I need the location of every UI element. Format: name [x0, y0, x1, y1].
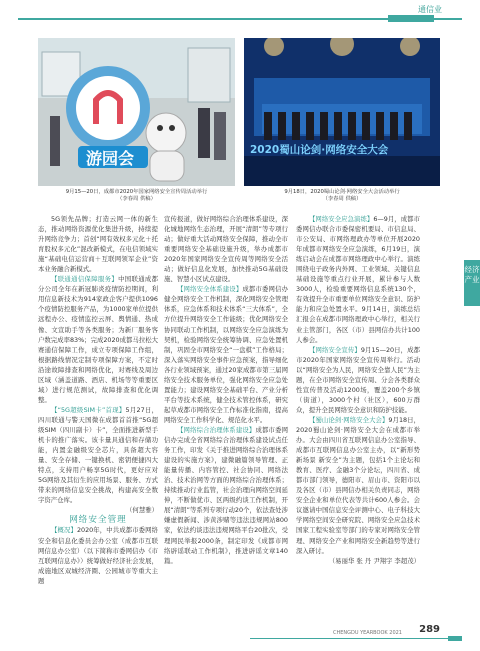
caption-2-line1: 9月18日，2020蜀山论剑·网络安全大会活动举行	[284, 189, 400, 195]
subhead: 【网络安全宣传】	[309, 345, 361, 354]
text-column-3	[296, 214, 420, 566]
subhead: 【网络安全体系建设】	[177, 285, 243, 294]
paragraph	[38, 405, 158, 505]
paragraph: 5G领先品牌；打造云网一体的新生态，推动网络资源优化集进升级，持续提升网络竞争力；首创“网有效权多元化＋托育股权多元化”混改新模式，在电信领域实施“基础电信运营商＋互联网领军企业”资本业务融合新模式。	[38, 215, 158, 274]
paragraph-body: 成都市委网信办健全网络安全工作机制，深化网络安全管理体系，应急体系和技术体系“三大体系”，全方位提升网络安全工作能级；优化网络安全协同联动工作机制，以网络安全应急演练为契机，检验网络安全统筹协调、应急处置机制，巩固全市网络安全“一盘棋”工作格局；深入落实网络安全事件应急预案，指导细化各行业领域预案，通过20家成都市第三届网络安全技术服务单位，强化网络安全应急处置能力；建设网络安全基础平台、产业分析平台等技术系统，健全技术管控体系，研究起草成都市网络安全工作标准化指南，提高网络安全工作科学化、规范化水平。	[164, 285, 289, 424]
paragraph	[296, 345, 420, 415]
paragraph	[38, 274, 158, 405]
subhead: 【网络综合治理体系建设】	[177, 425, 256, 434]
photo-promotion-event	[38, 38, 235, 186]
section-title: 网络安全管理	[69, 515, 127, 526]
text-column-2	[164, 214, 288, 566]
photo-scene-1	[38, 38, 235, 186]
subhead: 【联通通信保障服务】	[51, 275, 119, 284]
signature: （何慧雅）	[126, 506, 158, 515]
photo-conference-banner: 2020蜀山论剑·网络安全大会	[250, 144, 389, 156]
signature: （易丽华 张 丹 尹翔宇 李超茂）	[328, 556, 420, 565]
footer-journal-name: CHENGDU YEARBOOK 2021	[332, 630, 402, 636]
subhead: 【概况】	[51, 526, 77, 535]
paragraph-body: 2020年，中共成都市委网络安全和信息化委员会办公室（成都市互联网信息办公室）（以下简称市委网信办《市互联网信息办》）统筹做好经济社会发展，成施地区双城经济圈、公园城市等重大主题	[38, 526, 159, 585]
footer-rule-accent	[448, 636, 462, 641]
paragraph	[164, 425, 288, 566]
photo-banner-text: 游园会	[86, 149, 135, 168]
paragraph	[296, 415, 420, 556]
figure-caption-1	[38, 189, 235, 203]
page-number: 289	[419, 624, 440, 635]
photo-scene-2	[244, 38, 440, 186]
paragraph	[164, 284, 288, 425]
figure-caption-2	[244, 189, 440, 203]
caption-1-line1: 9月15—20日，成都市2020年国家网络安全宣传周活动举行	[65, 189, 208, 195]
paragraph: 宣传报道，做好网络综合治理体系建设，深化城地网络生态治理，开展“清朗”等专项行动；做好重大活动网络安全保障，推动全市重要网络安全基础设施升级，举办成都市2020年国家网络安全宣传周等网络安全活动；做好信息化发展，加快推动5G基础设施、智慧小区试点建设。	[164, 215, 288, 284]
caption-2-line2: （李春周 供稿）	[322, 196, 362, 202]
subhead: 【网络安全应急演练】	[309, 215, 374, 223]
footer-rule	[250, 638, 462, 639]
caption-1-line2: （李春周 供稿）	[117, 196, 156, 202]
paragraph-body: 成都市委网信办完成全省网络综合治理体系建设试点任务工作，印发《关于推进网络综合治理体系建设的实施方案》，建微融篇领导管理、正能量传播、内容管控、社会协同、网络法治、技术治网等方面的网络综合治理体系；持续推动行业监管，社会治理向网络空间延伸，不断做优市、区两级约谈工作机制，开展“清朗”等系列专项行动20个，依法查处涉嫌虚假新闻、涉黄涉赌等违法违规网站800家，依法约谈违法违规网络平台20批次，受理网民举报2000条，制定印发《成都市网络辟谣联动工作机制》，推进辟谣文章140篇。	[164, 425, 289, 565]
photo-security-conference	[244, 38, 440, 186]
paragraph-body: 5月27日，四川联通与警天国微在成都首首推“5G超级SIM（四川副卡）卡”，全面推进新型手机卡的推广落实。该卡量具通信和存储功能，内置金融级安全芯片，具备超大容量、安全存储、一键换机、密钥便捷四大特点，支持用户畅享5G时代，更好应对5G网络及其衍生的应用场景、服务、方式带来的网络信息安全挑战，构建高安全数字资产仓库。	[38, 405, 158, 505]
paragraph	[296, 214, 420, 345]
header-rule	[18, 18, 462, 20]
header-section-label: 通信业	[418, 5, 442, 14]
side-section-tab: 经济产业	[464, 260, 480, 306]
text-column-1	[38, 214, 158, 586]
paragraph-body: 中国联通成都分公司全年在新冠肺炎疫情防控期间，利用信息新技术为914家政企客户提供1096个疫情防控服务产品，为1000家单位提供远程办公、疫情监控云屏、舆情通、热成像、文宣助手等各类服务；为新厂服务客户数完成率83%；完成2020成都马拉松大赛通信保障工作，成立专项保障工作组，根据路线情况定制专项保障方案，不定时沿途故障排查和网络优化，对赛线及周边区域（涵盖道路、酒店、机场等等重要区域）进行规范测试，故障排查和优化调整。	[38, 275, 159, 404]
subhead: 【“5G超级SIM卡”首现】	[51, 405, 126, 414]
paragraph-body: 6—9月，成都市委网信办联合市委保密机要局、市信息局、市公安局、市网络理政办等单位开展2020年成都市网络安全应急演练，6月19日，演练启动会在成都市网络理政中心举行。演练围绕电子政务内外网、工业领域、关键信息基础设施等重点行业开展，累计参与人数3000人，检验重要网络信息系统130个，有效提升全市重要单位网络安全意识、防护能力和应急处置水平。9月14日，演练总结汇报会在成都市网络理政中心举行，相关行业主管部门，各区（市）县网信办共计100人参会。	[296, 215, 420, 344]
paragraph	[38, 525, 158, 585]
subhead: 【蜀山论剑·网络安全大会】	[309, 415, 389, 424]
paragraph-body: 9月18日，2020蜀山论剑·网络安全大会在成都市举办。大会由四川省互联网信息办公室指导、成都市互联网信息办公室主办，以“新形势 新场景 新安全”为主题，包括1个主论坛和教育、医疗、金融3个分论坛，四川省、成都市部门领导，德阳市、眉山市、资阳市以及各区（市）县网信办相关负责同志，网络安全企业和单位代表等共计600人参会。会议邀请中国信息安全评测中心、电子科技大学网络空间安全研究院、网络安全应急技术国家工程实验室等部门的专家对网络安全管理、网络安全产业和网络安全新趋势等进行深入研讨。	[296, 415, 421, 555]
paragraph-body: 9月15—20日，成都市2020年国家网络安全宣传周举行。活动以“网络安全为人民，网络安全靠人民”为主题，在全市网络安全宣传周、分会各类群众性宣传普及活动1200场，覆盖200个乡镇（街道），3000个村（社区），600万群众，提升全民网络安全意识和防护技能。	[296, 345, 420, 414]
